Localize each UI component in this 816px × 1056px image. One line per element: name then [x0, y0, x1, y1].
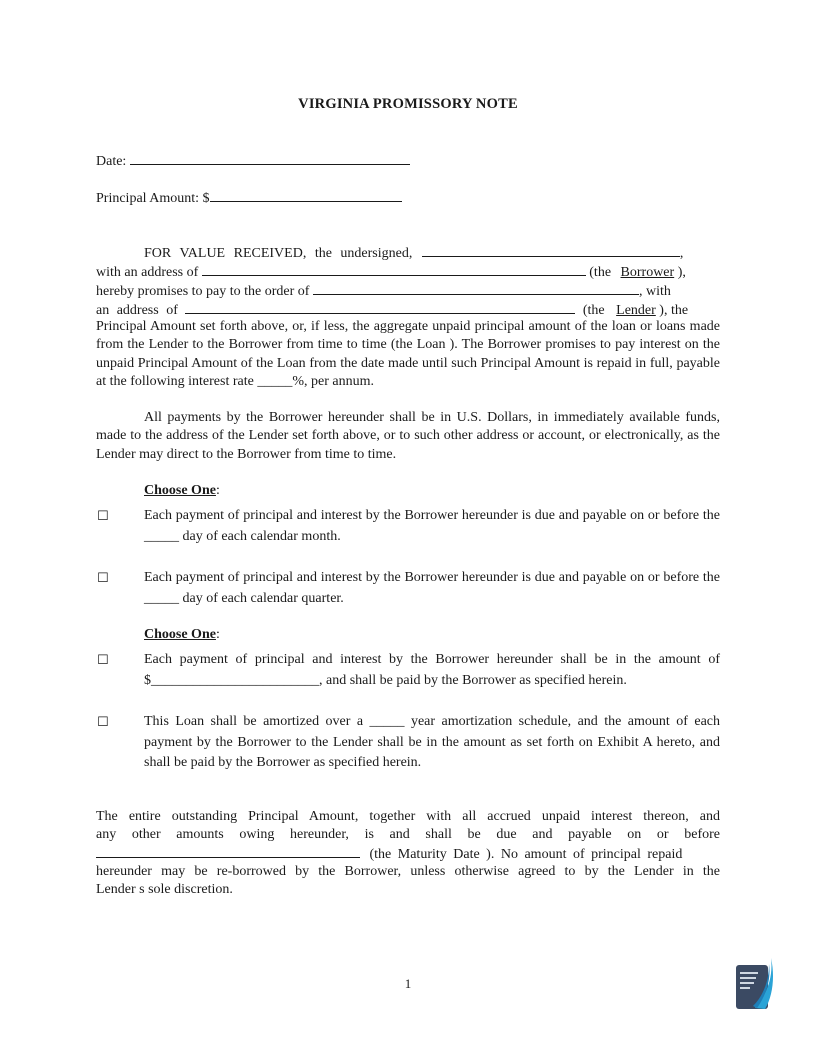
borrower-term: Borrower: [620, 265, 675, 280]
maturity-line5: Lender s sole discretion.: [96, 882, 233, 897]
option2-text: Each payment of principal and interest by the Borrower hereunder is due and payable on or before the _____ day of each calendar quarter.: [144, 570, 720, 606]
principal-line: [96, 188, 402, 208]
maturity-line4: hereunder may be re-borrowed by the Borrower, unless otherwise agreed to by the Lender in the: [96, 864, 720, 879]
page-number: 1: [404, 976, 412, 991]
date-label: Date:: [96, 154, 127, 169]
lender-term: Lender: [616, 303, 656, 318]
borrower-name-field[interactable]: [422, 243, 680, 257]
maturity-line3: [96, 844, 720, 864]
lender-name-field[interactable]: [313, 281, 639, 295]
maturity-text-3: (the Maturity Date ). No amount of principal repaid: [369, 847, 683, 862]
option4-checkbox[interactable]: ☐: [97, 715, 109, 730]
para1-text-4c: ), the: [659, 303, 689, 318]
option3-checkbox[interactable]: ☐: [97, 653, 109, 668]
option4-text: This Loan shall be amortized over a _____ year amortization schedule, and the amount of each payment by the Borrower to the Lender shall be in the amount as set forth on Exhibit A hereto, and shall be paid by the Borrower as specified herein.: [144, 714, 720, 770]
para1-line4: [96, 300, 688, 320]
para1-text-1a: FOR VALUE RECEIVED, the undersigned,: [144, 246, 413, 261]
para1-line1: [96, 243, 720, 263]
choose-one-heading-2: [144, 627, 220, 643]
para1-text-3b: , with: [638, 284, 671, 299]
para1-text-4a: an address of: [96, 303, 178, 318]
formsbank-logo-icon: [735, 956, 775, 1012]
maturity-date-field[interactable]: [96, 844, 360, 858]
choose-one-colon-1: :: [215, 483, 220, 498]
principal-label: Principal Amount: $: [96, 191, 210, 206]
para1-text-3a: hereby promises to pay to the order of: [96, 284, 310, 299]
payments-paragraph: All payments by the Borrower hereunder shall be in U.S. Dollars, in immediately available funds, made to the address of the Lender set forth above, or to such other address or account, or electronically, as the Lender may direct to the Borrower from time to time.: [96, 410, 720, 462]
choose-one-label-2: Choose One: [144, 627, 216, 642]
para1-line3: [96, 281, 671, 301]
para1-rest: Principal Amount set forth above, or, if less, the aggregate unpaid principal amount of the loan or loans made from the Lender to the Borrower from time to time (the Loan ). The Borrower promises to pay interest on the unpaid Principal Amount of the Loan from the date made until such Principal Amount is repaid in full, payable at the following interest rate _____%, per annum.: [96, 319, 720, 390]
date-field[interactable]: [130, 151, 410, 165]
date-line: [96, 151, 410, 171]
option2-checkbox[interactable]: ☐: [97, 571, 109, 586]
maturity-line2: any other amounts owing hereunder, is and shall be due and payable on or before: [96, 827, 720, 842]
document-title: VIRGINIA PROMISSORY NOTE: [298, 96, 518, 112]
maturity-line1: The entire outstanding Principal Amount, together with all accrued unpaid interest thereon, and: [96, 809, 720, 824]
choose-one-colon-2: :: [215, 627, 220, 642]
para1-line2: [96, 262, 686, 282]
para1-text-1b: ,: [679, 246, 684, 261]
borrower-address-field[interactable]: [202, 262, 586, 276]
lender-address-field[interactable]: [185, 300, 575, 314]
para1-text-2b: (the: [589, 265, 612, 280]
para1-text-4b: (the: [582, 303, 605, 318]
option1-checkbox[interactable]: ☐: [97, 509, 109, 524]
choose-one-label-1: Choose One: [144, 483, 216, 498]
option3-text: Each payment of principal and interest by the Borrower hereunder shall be in the amount of $________________________, and shall be paid by the Borrower as specified herein.: [144, 652, 720, 688]
option1-text: Each payment of principal and interest by the Borrower hereunder is due and payable on or before the _____ day of each calendar month.: [144, 508, 720, 544]
principal-amount-field[interactable]: [210, 188, 402, 202]
para1-text-2a: with an address of: [96, 265, 199, 280]
choose-one-heading-1: [144, 483, 220, 499]
para1-text-2c: ),: [677, 265, 686, 280]
